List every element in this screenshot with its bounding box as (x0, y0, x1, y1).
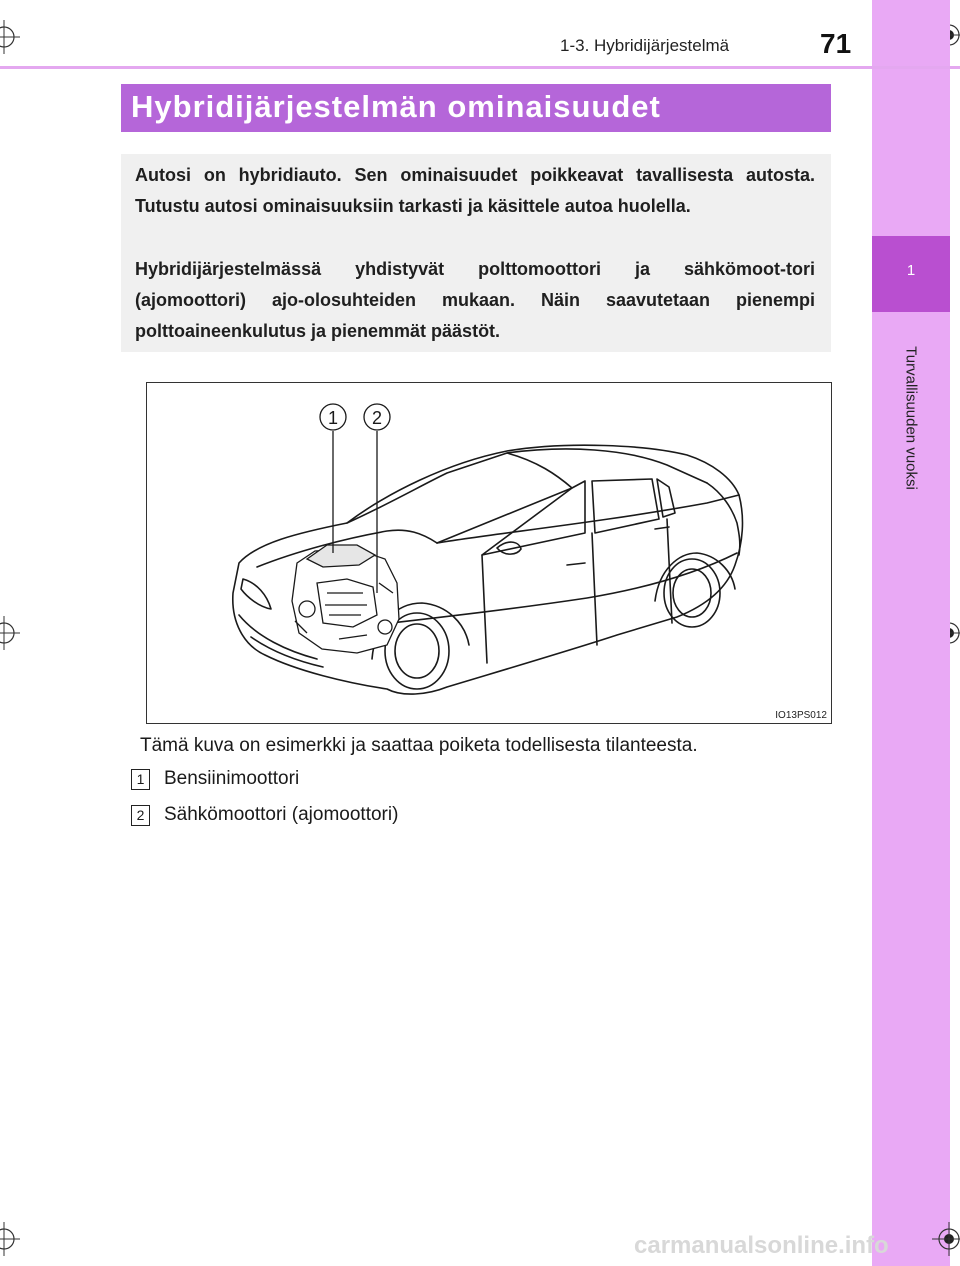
legend-label: Sähkömoottori (ajomoottori) (164, 804, 399, 825)
intro-paragraph: Autosi on hybridiauto. Sen ominaisuudet poikkeavat tavallisesta autosta. Tutustu autosi ominaisuuksiin tarkasti ja käsittele autoa huolella. (135, 165, 815, 216)
figure-callout-2: 2 (371, 408, 383, 428)
legend-label: Bensiinimoottori (164, 768, 300, 789)
legend-number: 1 (131, 769, 150, 790)
chapter-side-tab (872, 0, 950, 1266)
figure-code: IO13PS012 (775, 710, 827, 721)
intro-paragraph: Hybridijärjestelmässä yhdistyvät polttomoottori ja sähkömoot-tori (ajomoottori) ajo-olosuhteiden mukaan. Näin saavutetaan pienempi polttoaineenkulutus ja pienemmät päästöt. (135, 259, 815, 341)
figure-caption: Tämä kuva on esimerkki ja saattaa poiketa todellisesta tilanteesta. (140, 735, 698, 756)
registration-mark-icon (0, 616, 20, 650)
intro-box (121, 154, 831, 352)
header-rule (0, 66, 960, 69)
chapter-title-vertical: Turvallisuuden vuoksi (902, 346, 920, 490)
page-number: 71 (820, 28, 852, 59)
figure-callout-1: 1 (327, 408, 339, 428)
car-illustration-figure (146, 382, 832, 724)
registration-mark-icon (0, 1222, 20, 1256)
registration-mark-icon (0, 20, 20, 54)
running-header-section: 1-3. Hybridijärjestelmä (560, 36, 730, 55)
section-title-bar (121, 84, 831, 132)
hybrid-car-illustration (147, 383, 831, 723)
chapter-number-tab: 1 (872, 236, 950, 312)
legend-number: 2 (131, 805, 150, 826)
registration-mark-icon (932, 1222, 960, 1256)
section-title: Hybridijärjestelmän ominaisuudet (131, 89, 661, 124)
watermark: carmanualsonline.info (634, 1232, 889, 1259)
